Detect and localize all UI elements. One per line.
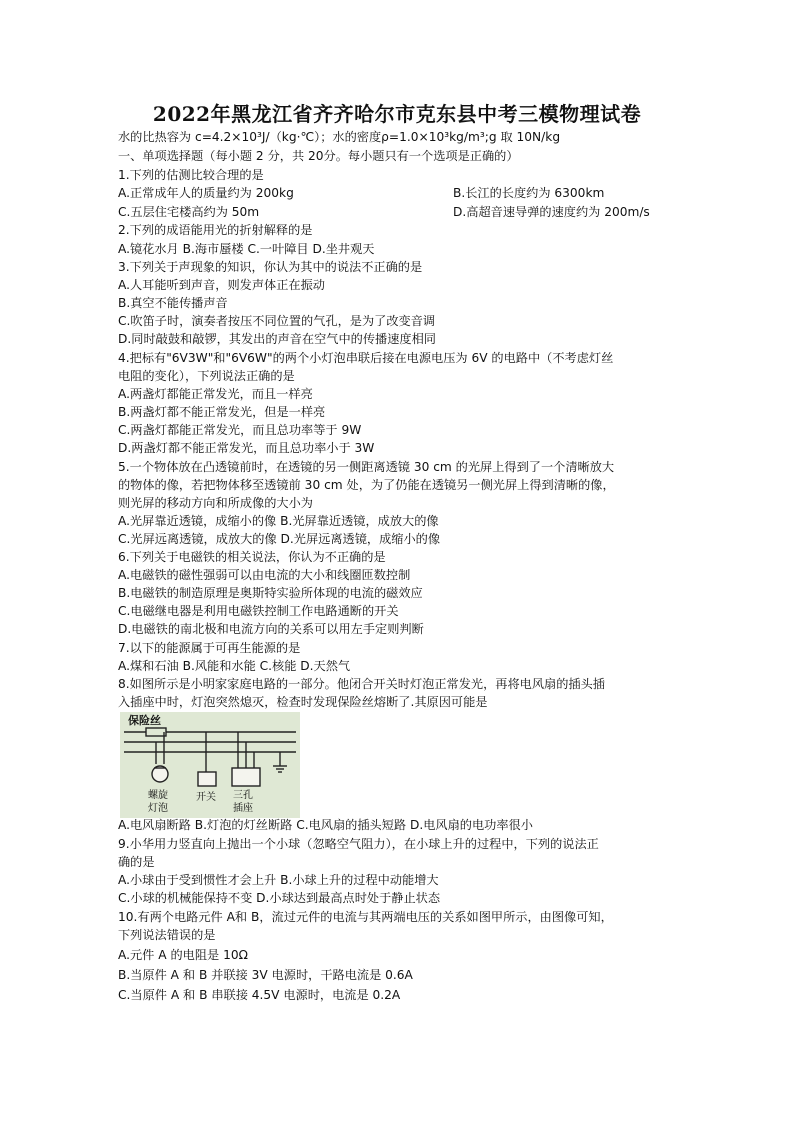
question-8-options: A.电风扇断路 B.灯泡的灯丝断路 C.电风扇的插头短路 D.电风扇的电功率很小	[118, 818, 533, 832]
bulb-label-line-2: 灯泡	[148, 803, 168, 814]
question-3-option-a: A.人耳能听到声音，则发声体正在振动	[118, 278, 325, 292]
question-10-option-c: C.当原件 A 和 B 串联接 4.5V 电源时，电流是 0.2A	[118, 988, 401, 1002]
page-title: 2022年黑龙江省齐齐哈尔市克东县中考三模物理试卷	[152, 102, 642, 126]
fuse-symbol	[146, 728, 166, 736]
switch-label: 开关	[196, 792, 216, 803]
bulb-label-line-1: 螺旋	[148, 790, 168, 801]
question-6-option-b: B.电磁铁的制造原理是奥斯特实验所体现的电流的磁效应	[118, 586, 423, 600]
question-6-option-c: C.电磁继电器是利用电磁铁控制工作电路通断的开关	[118, 604, 399, 618]
fuse-label: 保险丝	[128, 714, 161, 727]
question-5-options-cd: C.光屏远离透镜，成放大的像 D.光屏远离透镜，成缩小的像	[118, 532, 441, 546]
question-9-stem-line-1: 9.小华用力竖直向上抛出一个小球（忽略空气阻力），在小球上升的过程中，下列的说法正	[118, 837, 599, 851]
switch-icon	[198, 772, 216, 786]
question-3-option-d: D.同时敲鼓和敲锣，其发出的声音在空气中的传播速度相同	[118, 332, 436, 346]
question-1-option-c: C.五层住宅楼高约为 50m	[118, 205, 260, 219]
question-2-options: A.镜花水月 B.海市蜃楼 C.一叶障目 D.坐井观天	[118, 242, 375, 256]
household-circuit-figure	[120, 712, 300, 818]
question-1-row-2	[118, 203, 698, 221]
question-10-stem-line-2: 下列说法错误的是	[118, 928, 216, 942]
question-9-stem-line-2: 确的是	[118, 855, 155, 869]
question-10-option-a: A.元件 A 的电阻是 10Ω	[118, 948, 248, 962]
question-3-option-b: B.真空不能传播声音	[118, 296, 228, 310]
question-6-option-d: D.电磁铁的南北极和电流方向的关系可以用左手定则判断	[118, 622, 424, 636]
socket-label-line-2: 插座	[233, 803, 253, 814]
question-2-stem: 2.下列的成语能用光的折射解释的是	[118, 223, 313, 237]
question-10-option-b: B.当原件 A 和 B 并联接 3V 电源时，干路电流是 0.6A	[118, 968, 413, 982]
section-heading: 一、单项选择题（每小题 2 分，共 20分。每小题只有一个选项是正确的）	[118, 149, 519, 163]
question-1-stem: 1.下列的估测比较合理的是	[118, 168, 264, 182]
question-4-option-b: B.两盏灯都不能正常发光，但是一样亮	[118, 405, 326, 419]
question-6-stem: 6.下列关于电磁铁的相关说法，你认为不正确的是	[118, 550, 386, 564]
question-3-stem: 3.下列关于声现象的知识，你认为其中的说法不正确的是	[118, 260, 423, 274]
question-5-stem-line-3: 则光屏的移动方向和所成像的大小为	[118, 496, 313, 510]
question-5-options-ab: A.光屏靠近透镜，成缩小的像 B.光屏靠近透镜，成放大的像	[118, 514, 439, 528]
question-1-option-a: A.正常成年人的质量约为 200kg	[118, 186, 294, 200]
question-1-option-d: D.高超音速导弹的速度约为 200m/s	[453, 205, 650, 219]
question-4-option-c: C.两盏灯都能正常发光，而且总功率等于 9W	[118, 423, 362, 437]
question-4-option-a: A.两盏灯都能正常发光，而且一样亮	[118, 387, 313, 401]
question-7-stem: 7.以下的能源属于可再生能源的是	[118, 641, 301, 655]
question-7-options: A.煤和石油 B.风能和水能 C.核能 D.天然气	[118, 659, 351, 673]
question-3-option-c: C.吹笛子时，演奏者按压不同位置的气孔，是为了改变音调	[118, 314, 436, 328]
intro-constants: 水的比热容为 c=4.2×10³J/（kg·℃）；水的密度ρ=1.0×10³kg/m³;g 取 10N/kg	[118, 130, 561, 144]
question-1-option-b: B.长江的长度约为 6300km	[453, 186, 605, 200]
question-10-stem-line-1: 10.有两个电路元件 A和 B，流过元件的电流与其两端电压的关系如图甲所示，由图像可知，	[118, 910, 613, 924]
socket-label-line-1: 三孔	[233, 790, 253, 801]
question-4-option-d: D.两盏灯都不能正常发光，而且总功率小于 3W	[118, 441, 375, 455]
circuit-diagram	[120, 712, 300, 818]
question-9-options-cd: C.小球的机械能保持不变 D.小球达到最高点时处于静止状态	[118, 891, 441, 905]
question-8-stem-line-1: 8.如图所示是小明家家庭电路的一部分。他闭合开关时灯泡正常发光，再将电风扇的插头插	[118, 677, 605, 691]
socket-icon	[232, 768, 260, 786]
question-5-stem-line-2: 的物体的像，若把物体移至透镜前 30 cm 处，为了仍能在透镜另一侧光屏上得到清晰的像，	[118, 478, 615, 492]
question-8-stem-line-2: 入插座中时，灯泡突然熄灭，检查时发现保险丝熔断了.其原因可能是	[118, 695, 488, 709]
question-1-row-1	[118, 184, 698, 202]
question-9-options-ab: A.小球由于受到惯性才会上升 B.小球上升的过程中动能增大	[118, 873, 439, 887]
question-4-stem-line-2: 电阻的变化），下列说法正确的是	[118, 369, 295, 383]
question-4-stem-line-1: 4.把标有"6V3W"和"6V6W"的两个小灯泡串联后接在电源电压为 6V 的电路中（不考虑灯丝	[118, 351, 614, 365]
question-5-stem-line-1: 5.一个物体放在凸透镜前时，在透镜的另一侧距离透镜 30 cm 的光屏上得到了一个清晰放大	[118, 460, 615, 474]
question-6-option-a: A.电磁铁的磁性强弱可以由电流的大小和线圈匝数控制	[118, 568, 411, 582]
